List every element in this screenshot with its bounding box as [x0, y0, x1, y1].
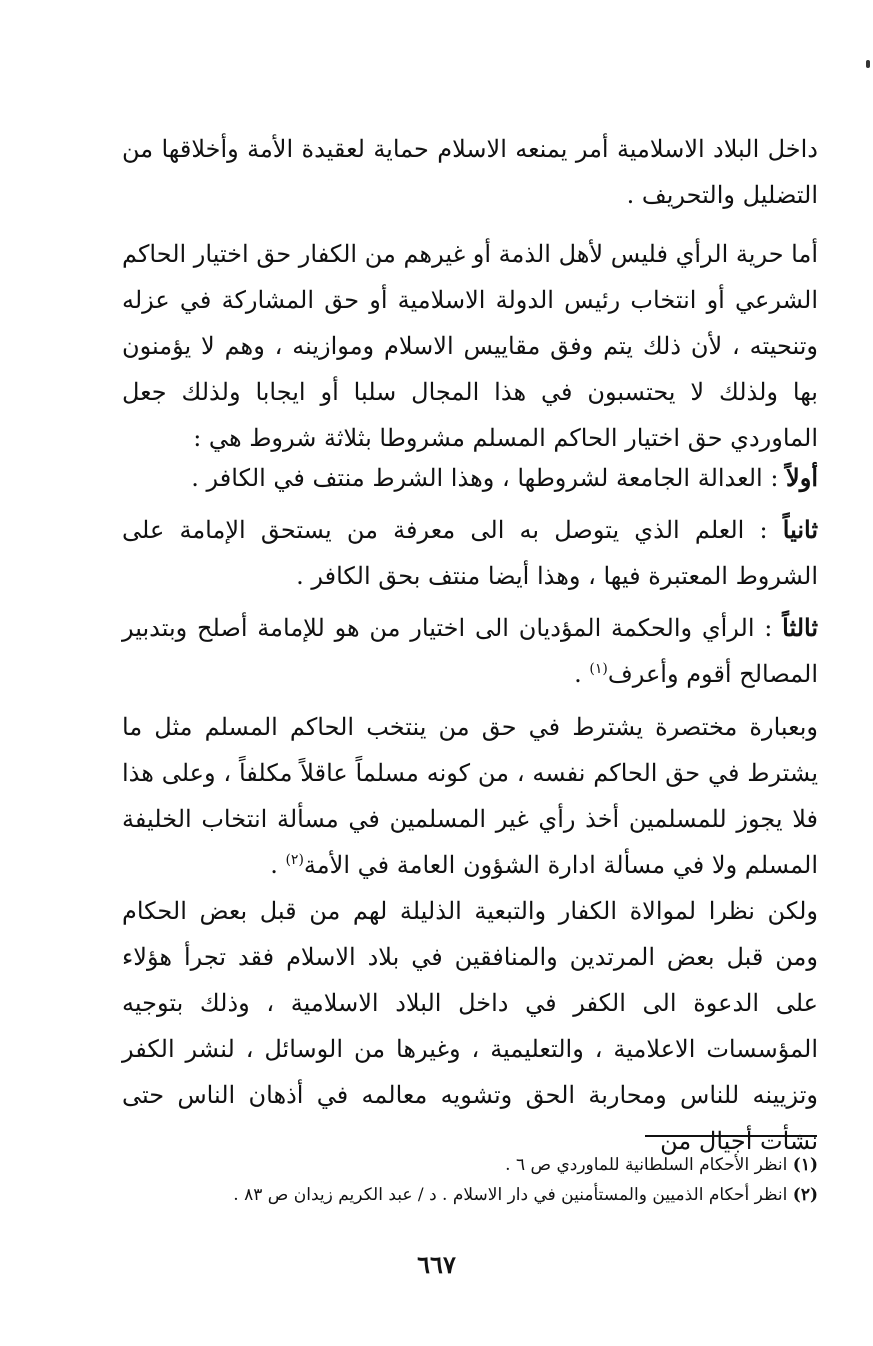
paragraph-6-end: .	[270, 851, 286, 879]
footnote-divider	[645, 1135, 817, 1137]
condition-text: : الرأي والحكمة المؤديان الى اختيار من هو للإمامة أصلح وبتدبير المصالح أقوم وأعرف	[122, 614, 818, 688]
paragraph-6	[122, 704, 862, 888]
footnote-1	[150, 1150, 818, 1180]
footnote-ref-1[interactable]: (١)	[589, 661, 608, 677]
paragraph-1: داخل البلاد الاسلامية أمر يمنعه الاسلام حماية لعقيدة الأمة وأخلاقها من التضليل والتحريف .	[122, 135, 818, 209]
footnote-ref-2[interactable]: (٢)	[285, 852, 304, 868]
page-number: ٦٦٧	[417, 1250, 456, 1279]
footnote-text: انظر أحكام الذميين والمستأمنين في دار الاسلام . د / عبد الكريم زيدان ص ٨٣ .	[233, 1185, 793, 1205]
condition-text: : العدالة الجامعة لشروطها ، وهذا الشرط منتف في الكافر .	[191, 464, 787, 492]
footnotes	[150, 1150, 818, 1210]
condition-1	[122, 455, 862, 501]
condition-text: : العلم الذي يتوصل به الى معرفة من يستحق الإمامة على الشروط المعتبرة فيها ، وهذا أيضا منتف بحق الكافر .	[122, 516, 818, 590]
footnote-number: (٢)	[792, 1185, 818, 1205]
condition-label: ثانياً	[782, 515, 818, 544]
paragraph-2: أما حرية الرأي فليس لأهل الذمة أو غيرهم من الكفار حق اختيار الحاكم الشرعي أو انتخاب رئيس الدولة الاسلامية أو حق المشاركة في عزله وتنحيته ، لأن ذلك يتم وفق مقاييس الاسلام وموازينه ، وهم لا يؤمنون بها ولذلك لا يحتسبون في هذا المجال سلبا أو ايجابا ولذلك جعل الماوردي حق اختيار الحاكم المسلم مشروطا بثلاثة شروط هي :	[121, 240, 818, 452]
paragraph-7: ولكن نظرا لموالاة الكفار والتبعية الذليلة لهم من قبل بعض الحكام ومن قبل بعض المرتدين والمنافقين في بلاد الاسلام فقد تجرأ هؤلاء على الدعوة الى الكفر في داخل البلاد الاسلامية ، وذلك بتوجيه المؤسسات الاعلامية ، والتعليمية ، وغيرها من الوسائل ، لنشر الكفر وتزيينه للناس ومحاربة الحق وتشويه معالمه في أذهان الناس حتى نشأت أجيال من	[122, 897, 818, 1155]
footnote-number: (١)	[792, 1155, 818, 1175]
condition-2	[122, 507, 818, 599]
condition-3	[122, 605, 818, 697]
footnote-2	[150, 1180, 818, 1210]
footnote-text: انظر الأحكام السلطانية للماوردي ص ٦ .	[505, 1155, 793, 1175]
condition-label: ثالثاً	[782, 613, 818, 642]
condition-label: أولاً	[786, 463, 818, 492]
condition-end: .	[574, 660, 590, 688]
scan-mark	[866, 60, 870, 68]
paragraph-6-text: وبعبارة مختصرة يشترط في حق من ينتخب الحاكم المسلم مثل ما يشترط في حق الحاكم نفسه ، من كونه مسلماً عاقلاً مكلفاً ، وعلى هذا فلا يجوز للمسلمين أخذ رأي غير المسلمين في مسألة انتخاب الخليفة المسلم ولا في مسألة ادارة الشؤون العامة في الأمة	[122, 713, 819, 879]
